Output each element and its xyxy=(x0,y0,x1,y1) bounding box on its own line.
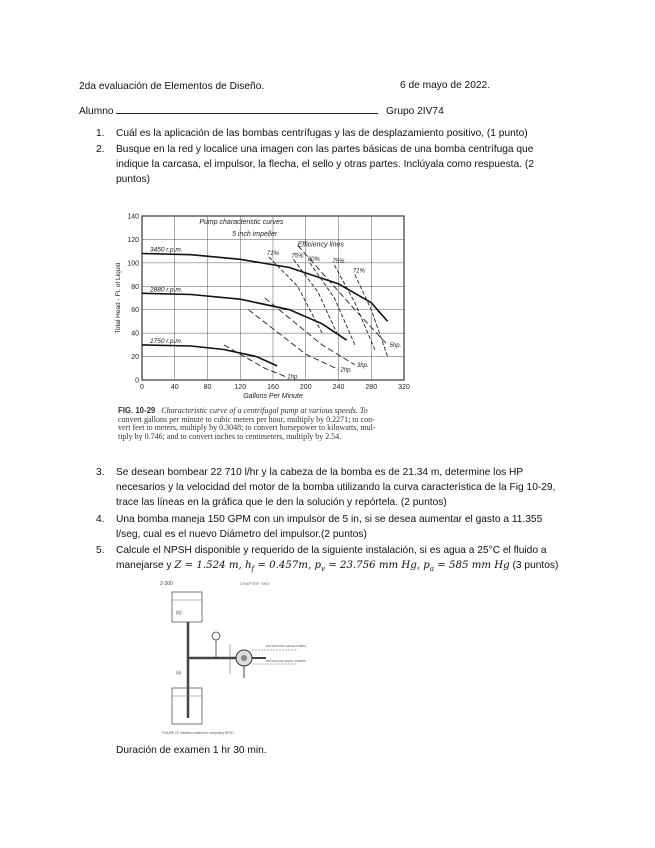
exam-title: 2da evaluación de Elementos de Diseño. xyxy=(79,81,265,92)
x-tick-label: 160 xyxy=(267,384,279,391)
pressure-gauge xyxy=(212,632,220,640)
pv-value: = 23.756 mm Hg, xyxy=(324,560,424,571)
question-number: 4. xyxy=(96,514,105,525)
x-tick-label: 280 xyxy=(365,384,378,391)
question-line: Se desean bombear 22 710 l/hr y la cabeza de la bomba es de 21.34 m, determine los HP xyxy=(116,467,524,478)
group-label: Grupo 2IV74 xyxy=(386,106,444,117)
question-line: Una bomba maneja 150 GPM con un impulsor de 5 in, si se desea aumentar el gasto a 11.355 xyxy=(116,514,543,525)
y-tick-label: 0 xyxy=(135,377,139,385)
x-tick-label: 200 xyxy=(299,384,312,391)
speed-curve-label: 3450 r.p.m. xyxy=(150,246,183,254)
question-line: l/seg, cual es el nuevo Diámetro del impulsor.(2 puntos) xyxy=(116,529,367,540)
caption-line: tiply by 0.746; and to convert inches to centimeters, multiply by 2.54. xyxy=(118,431,342,441)
y-tick-label: 80 xyxy=(131,283,139,291)
question-line: puntos) xyxy=(116,174,150,185)
horsepower-label: 2hp. xyxy=(340,367,353,374)
formula-points: (3 puntos) xyxy=(509,560,559,571)
question-number: 1. xyxy=(96,128,105,139)
speed-curve-label: 2880 r.p.m. xyxy=(150,286,183,294)
y-tick-label: 60 xyxy=(131,307,139,315)
formula-hf xyxy=(244,560,315,574)
pa-symbol: p xyxy=(423,560,430,571)
question-number: 2. xyxy=(96,144,105,155)
pump-characteristic-chart xyxy=(112,210,412,410)
npsh-installation-diagram xyxy=(158,578,308,738)
label-b: (b) xyxy=(176,610,182,615)
y-tick-label: 140 xyxy=(127,213,139,221)
formula-prefix: manejarse y xyxy=(116,560,175,571)
question-number: 3. xyxy=(96,467,105,478)
label-datum-small: DATUM FOR SMALL PUMPS xyxy=(266,659,306,663)
speed-curve-label: 1750 r.p.m. xyxy=(150,337,183,345)
caption-line: vert feet to meters, multiply by 0.3048; to convert horsepower to kilowatts, mul- xyxy=(118,423,376,433)
label-a: (a) xyxy=(176,670,182,675)
exam-date: 6 de mayo de 2022. xyxy=(400,80,491,91)
formula-z: Z = 1.524 m, xyxy=(174,560,245,571)
efficiency-label: 71% xyxy=(266,251,279,257)
student-name-line xyxy=(116,113,378,114)
y-tick-label: 40 xyxy=(131,330,139,338)
chart-subtitle: 5 inch impeller xyxy=(232,230,278,238)
x-tick-label: 240 xyxy=(332,384,345,391)
question-line: indique la carcasa, el impulsor, la flecha, el sello y otras partes. Inclúyala como respuesta. (2 xyxy=(116,159,534,170)
diagram-caption: FIGURE 22. Definition sketch for computing NPSH xyxy=(162,731,234,735)
efficiency-label: 75% xyxy=(332,259,345,266)
exam-duration: Duración de examen 1 hr 30 min. xyxy=(116,745,267,756)
horsepower-label: 5hp. xyxy=(389,342,402,349)
x-tick-label: 80 xyxy=(203,384,212,391)
diagram-page-label: 2-300 xyxy=(160,581,173,587)
question-line: necesarios y la velocidad del motor de la bomba utilizando la curva característica de la Fig 10-29, xyxy=(116,482,556,493)
efficiency-label: 71% xyxy=(352,268,365,275)
y-tick-label: 100 xyxy=(127,260,139,268)
question-number: 5. xyxy=(96,545,105,556)
horsepower-label: 3hp. xyxy=(356,362,369,369)
hf-subscript: f xyxy=(251,565,255,574)
formula-pv xyxy=(314,560,424,574)
efficiency-label: 80% xyxy=(307,256,320,263)
question-line: Cuál es la aplicación de las bombas centrífugas y las de desplazamiento positivo, (1 punto) xyxy=(116,128,528,139)
question-line-formula xyxy=(116,558,558,577)
caption-line: convert gallons per minute to cubic meters per hour, multiply by 0.2271; to con- xyxy=(118,414,375,424)
x-tick-label: 40 xyxy=(170,384,179,391)
y-axis-label: Total Head - Ft. of Liquid xyxy=(115,262,122,334)
y-tick-label: 20 xyxy=(131,354,139,362)
question-line: trace las líneas en la gráfica que le den la solución y repórtela. (2 puntos) xyxy=(116,497,447,508)
diagram-chapter-label: CHAPTER TWO xyxy=(240,581,270,586)
pv-symbol: p xyxy=(314,560,321,571)
chart-title: Pump characteristic curves xyxy=(199,219,284,227)
pump-impeller xyxy=(241,655,247,661)
y-tick-label: 120 xyxy=(127,236,139,244)
caption-line: Characteristic curve of a centrifugal pump at various speeds. To xyxy=(161,406,368,415)
student-label: Alumno xyxy=(79,106,114,117)
figure-caption xyxy=(118,407,448,441)
pa-value: = 585 mm Hg xyxy=(434,560,510,571)
figure-number: FIG. 10-29 xyxy=(118,406,156,415)
horsepower-label: 1hp xyxy=(287,374,298,381)
x-tick-label: 0 xyxy=(140,384,144,391)
upper-tank xyxy=(172,592,202,622)
x-tick-label: 120 xyxy=(234,384,247,391)
question-line: Calcule el NPSH disponible y requerido de la siguiente instalación, si es agua a 25°C el fluido a xyxy=(116,545,547,556)
pa-subscript: a xyxy=(429,565,435,574)
formula-pa xyxy=(423,560,510,574)
efficiency-legend: Efficiency lines xyxy=(297,241,344,249)
efficiency-label: 75% xyxy=(291,253,304,260)
hf-symbol: h xyxy=(244,560,252,571)
label-datum-large: DATUM FOR LARGE PUMPS xyxy=(266,644,307,648)
x-axis-label: Gallons Per Minute xyxy=(243,393,303,400)
x-tick-label: 320 xyxy=(398,384,410,391)
hf-value: = 0.457m, xyxy=(254,560,315,571)
pv-subscript: v xyxy=(320,565,325,574)
question-line: Busque en la red y localice una imagen con las partes básicas de una bomba centrífuga que xyxy=(116,144,534,155)
